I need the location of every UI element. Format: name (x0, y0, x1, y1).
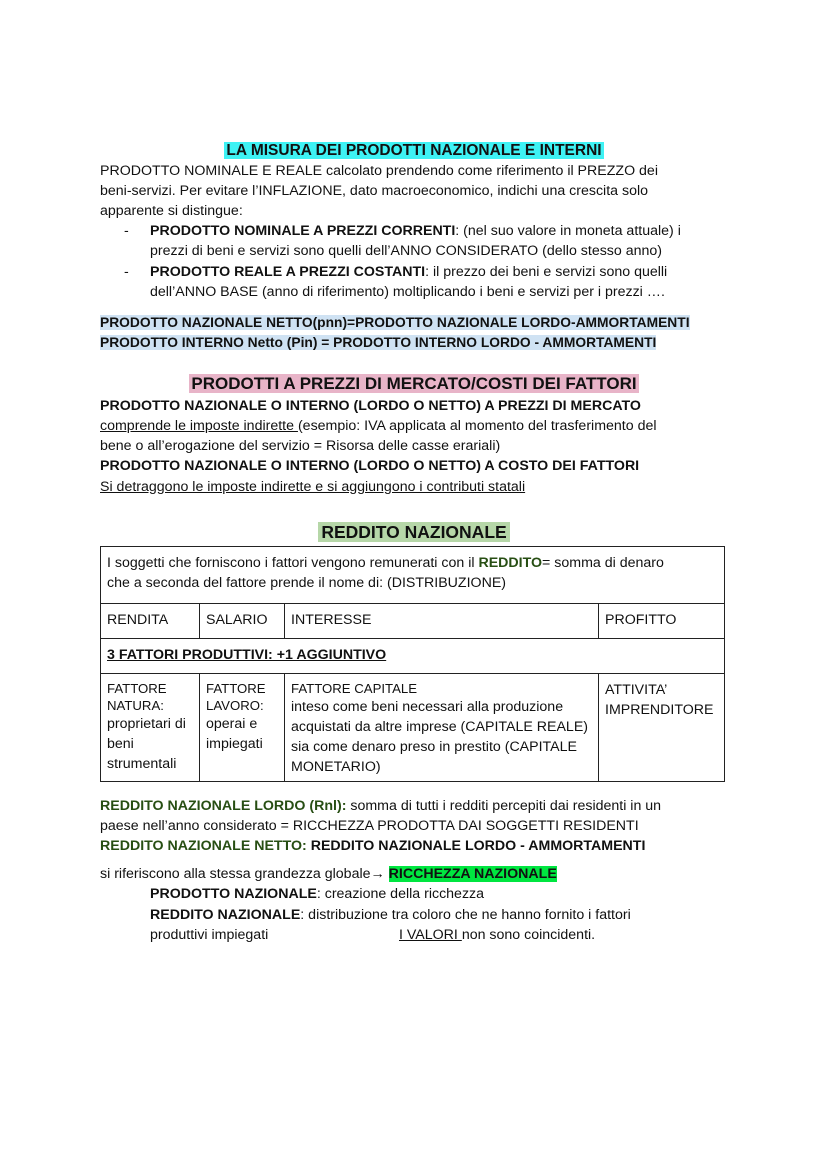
bullet-dash: - (124, 264, 129, 280)
section-title-misura: LA MISURA DEI PRODOTTI NAZIONALE E INTERNI (226, 142, 602, 159)
bullet-term: PRODOTTO REALE A PREZZI COSTANTI (150, 264, 426, 280)
costo-heading: PRODOTTO NAZIONALE O INTERNO (LORDO O NETTO) A COSTO DEI FATTORI (100, 458, 640, 474)
section-title-prezzi: PRODOTTI A PREZZI DI MERCATO/COSTI DEI FATTORI (191, 374, 637, 393)
cell-lavoro: FATTORE LAVORO: operai e impiegati (200, 674, 285, 782)
formula-pnn: PRODOTTO NAZIONALE NETTO(pnn)=PRODOTTO NAZIONALE LORDO-AMMORTAMENTI (100, 315, 690, 330)
costo-line: Si detraggono le imposte indirette e si aggiungono i contributi statali (100, 479, 526, 495)
cell-imprenditore: ATTIVITA’ IMPRENDITORE (599, 674, 725, 782)
mercato-line-3: bene o all’erogazione del servizio = Risorsa delle casse erariali) (100, 438, 501, 454)
cell-capitale: FATTORE CAPITALE inteso come beni necessari alla produzione acquistati da altre imprese (CAPITALE REALE) sia come denaro preso in prestito (CAPITALE MONETARIO) (285, 674, 599, 782)
ricchezza-highlight: RICCHEZZA NAZIONALE (388, 866, 557, 882)
section-title-reddito: REDDITO NAZIONALE (0, 520, 828, 544)
table-row (101, 547, 725, 604)
header-interesse: INTERESSE (285, 604, 599, 639)
pn-line: PRODOTTO NAZIONALE: creazione della ricchezza (150, 886, 485, 902)
rnl-line-2: paese nell’anno considerato = RICCHEZZA PRODOTTA DAI SOGGETTI RESIDENTI (100, 818, 639, 834)
table-row (101, 604, 725, 639)
global-line: si riferiscono alla stessa grandezza globale→ RICCHEZZA NAZIONALE (100, 866, 557, 882)
bullet-nominale-line-1: PRODOTTO NOMINALE A PREZZI CORRENTI: (nel suo valore in moneta attuale) i (150, 223, 681, 239)
table-row (101, 674, 725, 782)
factors-row: 3 FATTORI PRODUTTIVI: +1 AGGIUNTIVO (101, 639, 725, 674)
table-row (101, 639, 725, 674)
header-salario: SALARIO (200, 604, 285, 639)
reddito-keyword: REDDITO (478, 555, 543, 571)
rn-line: REDDITO NAZIONALE: distribuzione tra coloro che ne hanno fornito i fattori (150, 907, 631, 923)
last-line-b: I VALORI non sono coincidenti. (399, 927, 596, 943)
last-line-a: produttivi impiegati (150, 927, 269, 943)
intro-line-3: apparente si distingue: (100, 203, 243, 219)
table-intro-cell: I soggetti che forniscono i fattori vengono remunerati con il REDDITO= somma di denaro che a seconda del fattore prende il nome di: (DISTRIBUZIONE) (101, 547, 725, 604)
bullet-nominale-line-2: prezzi di beni e servizi sono quelli dell’ANNO CONSIDERATO (dello stesso anno) (150, 243, 663, 259)
formula-pin: PRODOTTO INTERNO Netto (Pin) = PRODOTTO INTERNO LORDO - AMMORTAMENTI (100, 335, 657, 350)
intro-line-1: PRODOTTO NOMINALE E REALE calcolato prendendo come riferimento il PREZZO dei (100, 163, 658, 179)
header-rendita: RENDITA (101, 604, 200, 639)
mercato-heading: PRODOTTO NAZIONALE O INTERNO (LORDO O NETTO) A PREZZI DI MERCATO (100, 398, 641, 414)
bullet-dash: - (124, 223, 129, 239)
rnn-line: REDDITO NAZIONALE NETTO: REDDITO NAZIONALE LORDO - AMMORTAMENTI (100, 838, 646, 854)
bullet-reale-line-2: dell’ANNO BASE (anno di riferimento) moltiplicando i beni e servizi per i prezzi …. (150, 284, 665, 300)
cell-natura: FATTORE NATURA: proprietari di beni strumentali (101, 674, 200, 782)
reddito-table (100, 546, 725, 782)
header-profitto: PROFITTO (599, 604, 725, 639)
intro-line-2: beni-servizi. Per evitare l’INFLAZIONE, dato macroeconomico, indichi una crescita solo (100, 183, 649, 199)
bullet-reale-line-1: PRODOTTO REALE A PREZZI COSTANTI: il prezzo dei beni e servizi sono quelli (150, 264, 668, 280)
mercato-line-2: comprende le imposte indirette (esempio: IVA applicata al momento del trasferimento del (100, 418, 657, 434)
rnl-line-1: REDDITO NAZIONALE LORDO (Rnl): somma di tutti i redditi percepiti dai residenti in un (100, 798, 662, 814)
bullet-term: PRODOTTO NOMINALE A PREZZI CORRENTI (150, 223, 456, 239)
